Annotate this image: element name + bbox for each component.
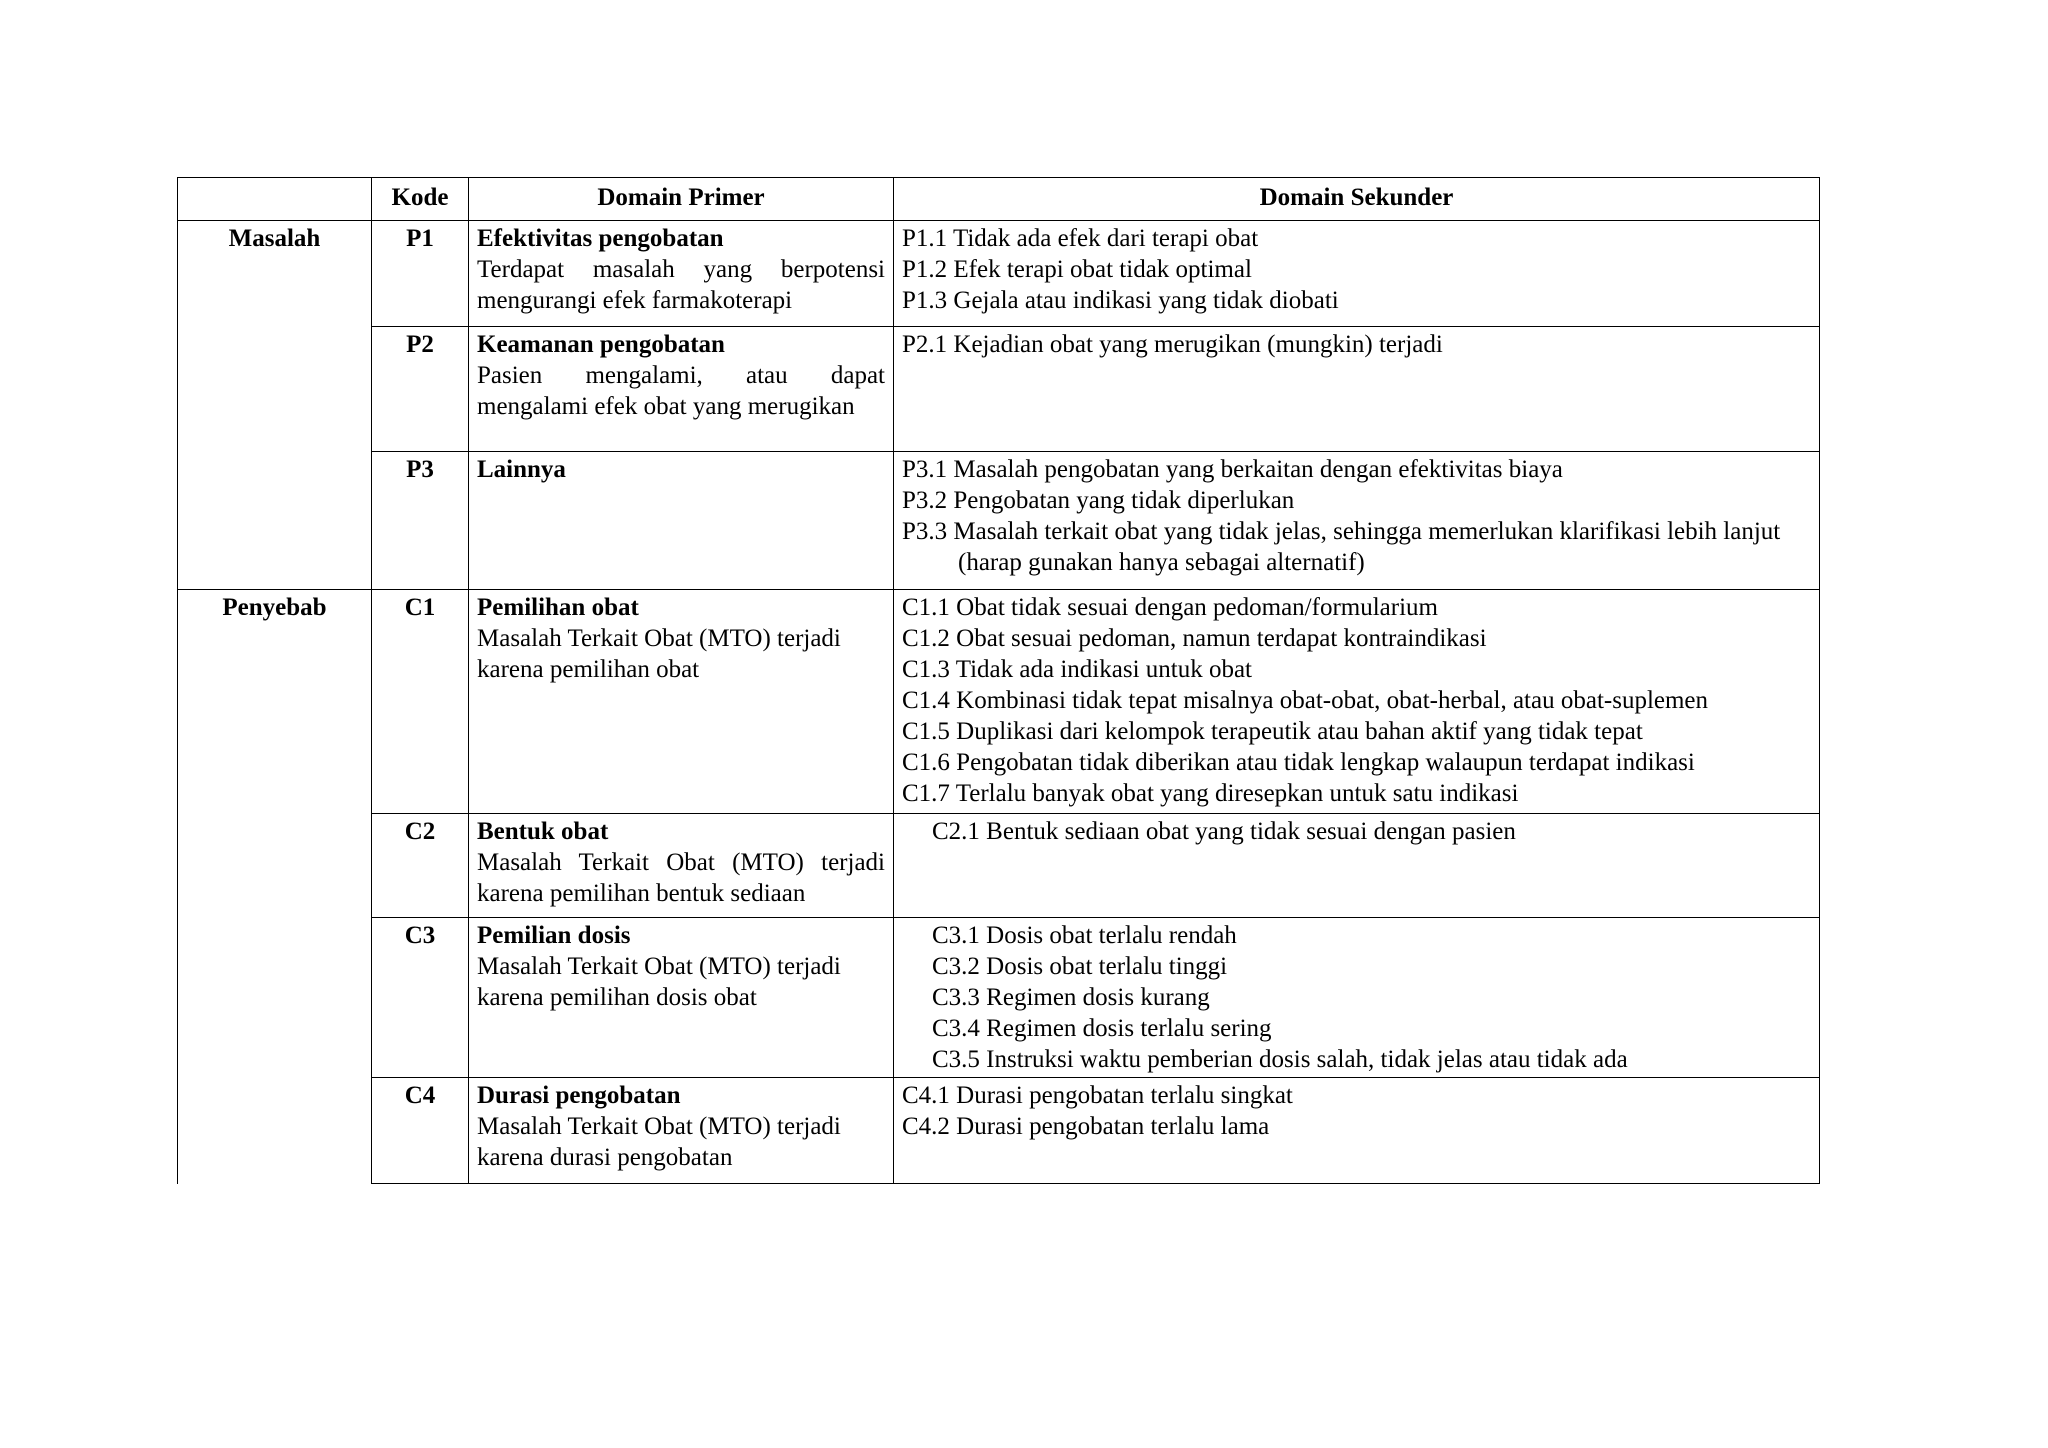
secondary-item: C2.1 Bentuk sediaan obat yang tidak sesuai dengan pasien	[932, 818, 1516, 845]
primary-domain-title: Keamanan pengobatan	[477, 331, 725, 358]
primary-domain-desc: Masalah Terkait Obat (MTO) terjadi karena pemilihan bentuk sediaan	[477, 849, 885, 907]
secondary-item: C3.1 Dosis obat terlalu rendah	[932, 922, 1237, 949]
table-row	[178, 918, 1820, 1078]
table-row	[178, 1078, 1820, 1184]
secondary-domain-cell	[894, 452, 1820, 590]
secondary-item: C3.3 Regimen dosis kurang	[932, 984, 1210, 1011]
secondary-domain-cell	[894, 918, 1820, 1078]
header-blank	[178, 178, 372, 221]
secondary-item: C4.1 Durasi pengobatan terlalu singkat	[902, 1082, 1293, 1109]
secondary-item: C1.5 Duplikasi dari kelompok terapeutik atau bahan aktif yang tidak tepat	[902, 718, 1643, 745]
secondary-item: C1.6 Pengobatan tidak diberikan atau tidak lengkap walaupun terdapat indikasi	[902, 749, 1695, 776]
header-code: Kode	[372, 178, 469, 221]
primary-domain-desc: Pasien mengalami, atau dapat mengalami efek obat yang merugikan	[477, 362, 885, 420]
primary-domain-desc: Masalah Terkait Obat (MTO) terjadi karena pemilihan obat	[477, 625, 841, 683]
secondary-item: P1.3 Gejala atau indikasi yang tidak diobati	[902, 287, 1339, 314]
header-secondary-domain: Domain Sekunder	[894, 178, 1820, 221]
secondary-domain-cell	[894, 590, 1820, 814]
secondary-item: P2.1 Kejadian obat yang merugikan (mungkin) terjadi	[902, 331, 1443, 358]
category-problem: Masalah	[178, 221, 372, 590]
primary-domain-cell	[469, 327, 894, 452]
secondary-item: P1.1 Tidak ada efek dari terapi obat	[902, 225, 1259, 252]
secondary-item: C1.3 Tidak ada indikasi untuk obat	[902, 656, 1252, 683]
secondary-item: C1.2 Obat sesuai pedoman, namun terdapat kontraindikasi	[902, 625, 1487, 652]
pcne-classification-table	[177, 177, 1820, 1184]
secondary-item: C1.1 Obat tidak sesuai dengan pedoman/formularium	[902, 594, 1438, 621]
secondary-item: C1.7 Terlalu banyak obat yang diresepkan untuk satu indikasi	[902, 780, 1519, 807]
secondary-item: C3.2 Dosis obat terlalu tinggi	[932, 953, 1228, 980]
secondary-domain-cell	[894, 221, 1820, 327]
primary-domain-title: Durasi pengobatan	[477, 1082, 681, 1109]
primary-domain-desc: Terdapat masalah yang berpotensi mengurangi efek farmakoterapi	[477, 256, 885, 314]
table-row	[178, 452, 1820, 590]
primary-domain-title: Lainnya	[477, 456, 566, 483]
secondary-item: C1.4 Kombinasi tidak tepat misalnya obat-obat, obat-herbal, atau obat-suplemen	[902, 687, 1709, 714]
row-code: P1	[372, 221, 469, 327]
secondary-item: P3.2 Pengobatan yang tidak diperlukan	[902, 487, 1295, 514]
row-code: P3	[372, 452, 469, 590]
primary-domain-cell	[469, 814, 894, 918]
row-code: P2	[372, 327, 469, 452]
primary-domain-cell	[469, 452, 894, 590]
primary-domain-title: Bentuk obat	[477, 818, 609, 845]
primary-domain-title: Pemilian dosis	[477, 922, 631, 949]
primary-domain-desc: Masalah Terkait Obat (MTO) terjadi karena pemilihan dosis obat	[477, 953, 841, 1011]
category-cause: Penyebab	[178, 590, 372, 1184]
secondary-item: P1.2 Efek terapi obat tidak optimal	[902, 256, 1252, 283]
primary-domain-cell	[469, 1078, 894, 1184]
secondary-item: P3.3 Masalah terkait obat yang tidak jelas, sehingga memerlukan klarifikasi lebih lanjut (harap gunakan hanya sebagai alternatif)	[902, 518, 1781, 576]
table-row	[178, 814, 1820, 918]
row-code: C3	[372, 918, 469, 1078]
primary-domain-title: Efektivitas pengobatan	[477, 225, 724, 252]
primary-domain-cell	[469, 590, 894, 814]
secondary-item: C3.5 Instruksi waktu pemberian dosis salah, tidak jelas atau tidak ada	[932, 1046, 1628, 1073]
primary-domain-desc: Masalah Terkait Obat (MTO) terjadi karena durasi pengobatan	[477, 1113, 841, 1171]
primary-domain-cell	[469, 918, 894, 1078]
secondary-item: C4.2 Durasi pengobatan terlalu lama	[902, 1113, 1270, 1140]
table-row	[178, 327, 1820, 452]
secondary-item: C3.4 Regimen dosis terlalu sering	[932, 1015, 1272, 1042]
row-code: C1	[372, 590, 469, 814]
row-code: C2	[372, 814, 469, 918]
table-row	[178, 221, 1820, 327]
secondary-domain-cell	[894, 814, 1820, 918]
primary-domain-cell	[469, 221, 894, 327]
secondary-domain-cell	[894, 1078, 1820, 1184]
secondary-domain-cell	[894, 327, 1820, 452]
primary-domain-title: Pemilihan obat	[477, 594, 639, 621]
header-primary-domain: Domain Primer	[469, 178, 894, 221]
table-row	[178, 590, 1820, 814]
row-code: C4	[372, 1078, 469, 1184]
header-row	[178, 178, 1820, 221]
secondary-item: P3.1 Masalah pengobatan yang berkaitan dengan efektivitas biaya	[902, 456, 1563, 483]
